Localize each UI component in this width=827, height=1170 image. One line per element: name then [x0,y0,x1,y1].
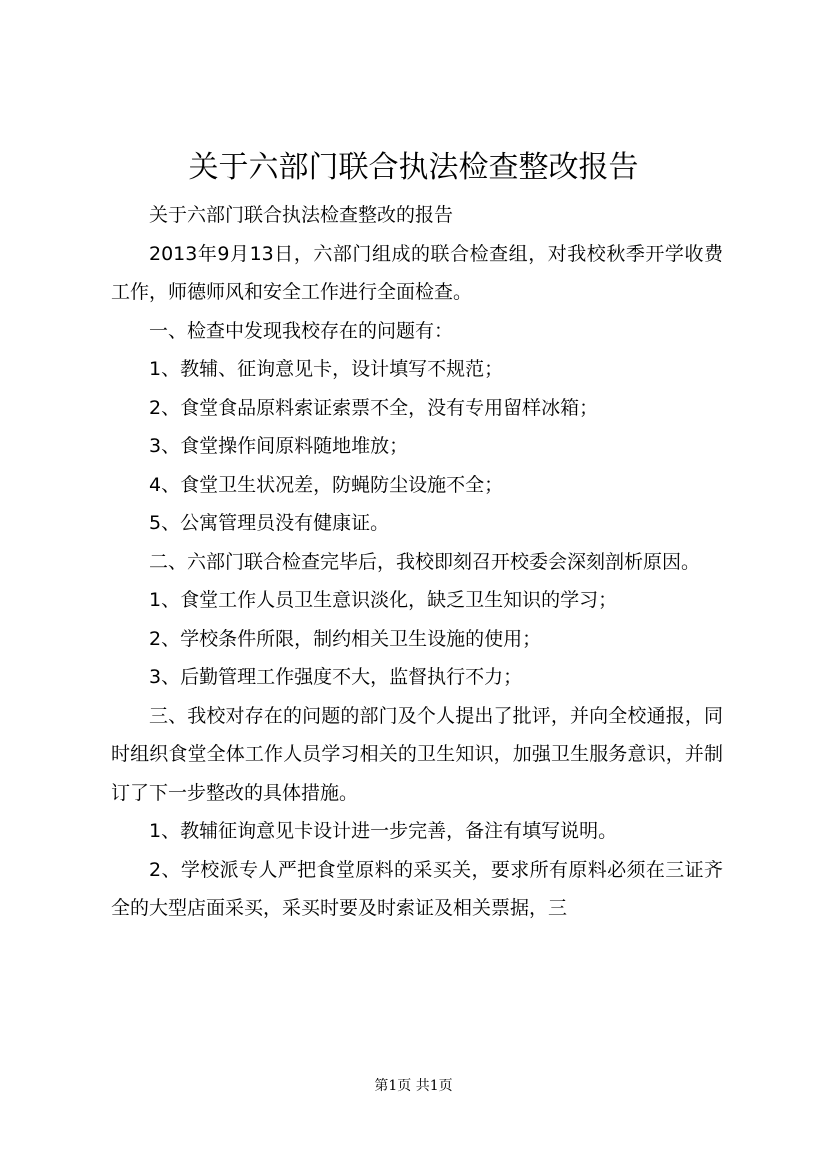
paragraph: 二、六部门联合检查完毕后，我校即刻召开校委会深刻剖析原因。 [149,550,701,573]
document-title: 关于六部门联合执法检查整改报告 [188,150,639,185]
paragraph: 关于六部门联合执法检查整改的报告 [149,204,454,226]
paragraph: 1、教辅、征询意见卡，设计填写不规范； [149,358,504,380]
paragraph: 1、教辅征询意见卡设计进一步完善，备注有填写说明。 [149,820,618,842]
paragraph: 3、食堂操作间原料随地堆放； [149,435,409,457]
paragraph: 2、学校条件所限，制约相关卫生设施的使用； [149,627,542,650]
paragraph: 2、学校派专人严把食堂原料的采买关，要求所有原料必须在三证齐全的大型店面采买，采买时要及时索证及相关票据，三 [111,858,723,919]
paragraph: 2、食堂食品原料索证索票不全，没有专用留样冰箱； [149,396,599,419]
paragraph: 5、公寓管理员没有健康证。 [149,512,390,534]
paragraph: 4、食堂卫生状况差，防蝇防尘设施不全； [149,473,504,496]
paragraph: 一、检查中发现我校存在的问题有： [149,319,454,342]
paragraph: 3、后勤管理工作强度不大，监督执行不力； [149,666,523,688]
paragraph: 1、食堂工作人员卫生意识淡化，缺乏卫生知识的学习； [149,589,618,611]
document-body [111,196,723,928]
paragraph: 三、我校对存在的问题的部门及个人提出了批评，并向全校通报，同时组织食堂全体工作人员学习相关的卫生知识，加强卫生服务意识，并制订了下一步整改的具体措施。 [111,704,723,804]
page-footer: 第1页 共1页 [374,1078,453,1094]
paragraph: 2013年9月13日，六部门组成的联合检查组，对我校秋季开学收费工作，师德师风和安全工作进行全面检查。 [111,242,723,303]
